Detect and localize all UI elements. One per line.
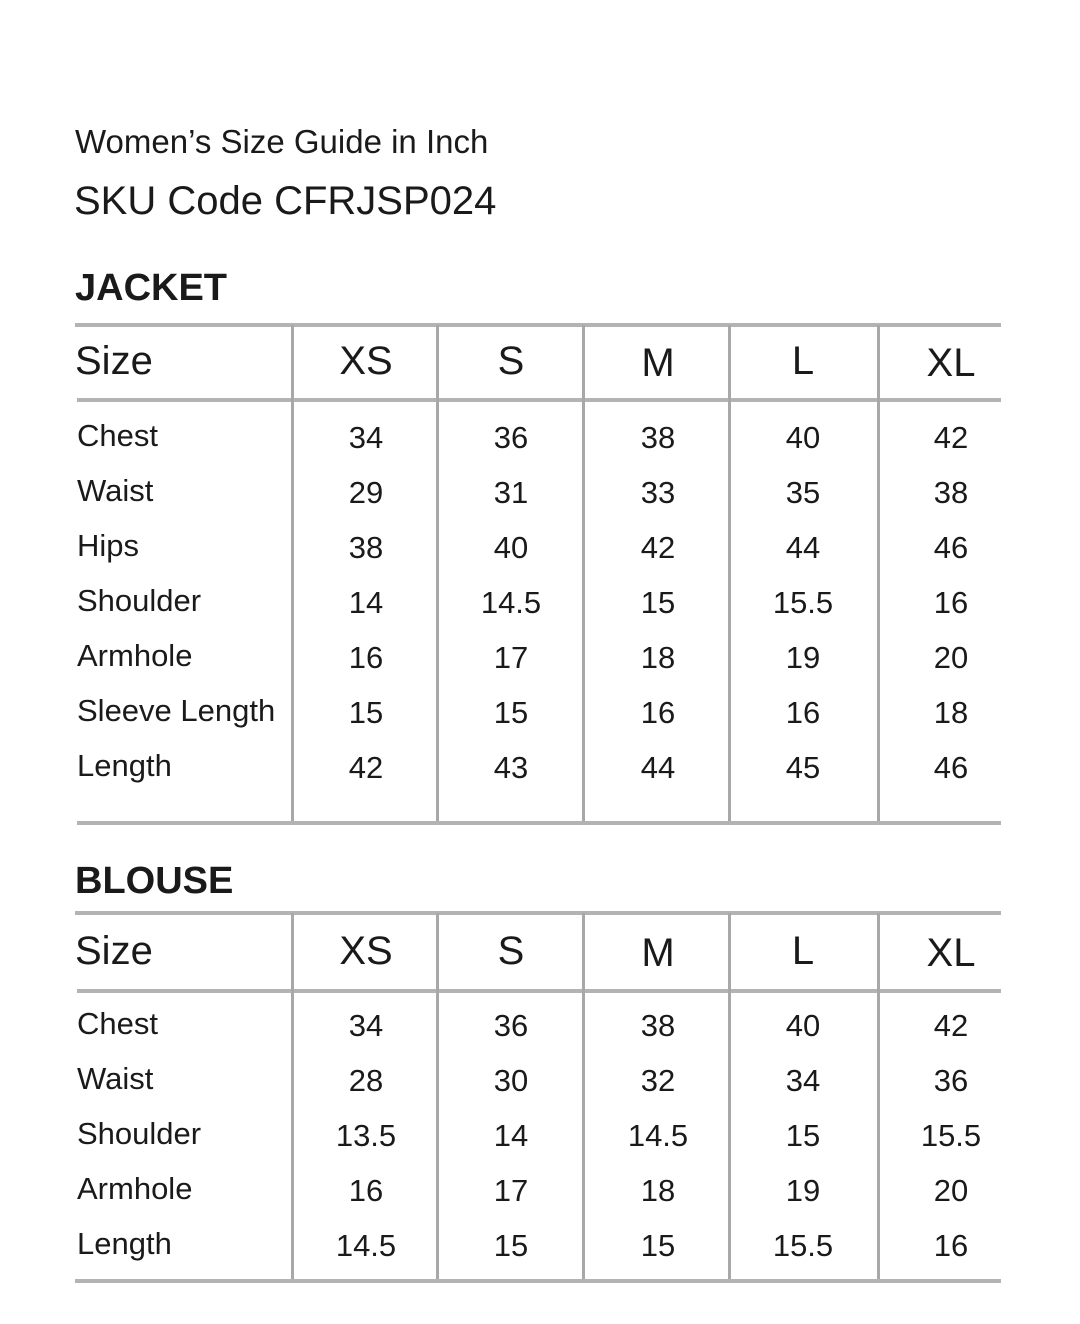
- measurement-value: 14: [348, 585, 384, 620]
- measurement-value: 38: [348, 530, 384, 565]
- measurement-value: 42: [933, 420, 969, 455]
- measurement-value: 15: [640, 1228, 676, 1263]
- measurement-value: 42: [640, 530, 676, 565]
- measurement-value: 15.5: [772, 585, 834, 620]
- measurement-value: 38: [933, 475, 969, 510]
- measurement-value: 16: [348, 1173, 384, 1208]
- table-bottom-rule: [75, 1279, 1001, 1283]
- measurement-value: 15: [785, 1118, 821, 1153]
- measurement-value: 45: [785, 750, 821, 785]
- measurement-value: 13.5: [335, 1118, 397, 1153]
- measurement-label: Length: [77, 1226, 172, 1261]
- measurement-label: Shoulder: [77, 1116, 202, 1151]
- jacket-size-table: [75, 323, 1001, 825]
- measurement-label: Waist: [77, 1061, 154, 1096]
- table-header-rule: [77, 398, 1001, 402]
- size-column-header: S: [497, 339, 525, 383]
- measurement-value: 46: [933, 530, 969, 565]
- measurement-value: 33: [640, 475, 676, 510]
- measurement-value: 15.5: [772, 1228, 834, 1263]
- measurement-value: 16: [348, 640, 384, 675]
- sku-code: SKU Code CFRJSP024: [74, 179, 497, 223]
- measurement-value: 18: [640, 1173, 676, 1208]
- measurement-value: 36: [933, 1063, 969, 1098]
- measurement-value: 40: [785, 420, 821, 455]
- measurement-value: 16: [933, 1228, 969, 1263]
- size-column-header: M: [641, 931, 675, 975]
- measurement-value: 34: [785, 1063, 821, 1098]
- column-divider: [728, 325, 731, 821]
- measurement-value: 15: [640, 585, 676, 620]
- size-column-header: XS: [339, 339, 393, 383]
- size-column-header: L: [791, 929, 815, 973]
- measurement-value: 32: [640, 1063, 676, 1098]
- measurement-value: 44: [785, 530, 821, 565]
- measurement-value: 34: [348, 1008, 384, 1043]
- measurement-value: 14.5: [627, 1118, 689, 1153]
- measurement-value: 43: [493, 750, 529, 785]
- column-divider: [436, 325, 439, 821]
- measurement-value: 31: [493, 475, 529, 510]
- jacket-section-title: JACKET: [75, 267, 228, 309]
- measurement-value: 15: [493, 695, 529, 730]
- measurement-value: 42: [348, 750, 384, 785]
- measurement-value: 46: [933, 750, 969, 785]
- size-header-label: Size: [75, 339, 153, 383]
- measurement-value: 30: [493, 1063, 529, 1098]
- measurement-value: 14.5: [480, 585, 542, 620]
- table-top-rule: [75, 911, 1001, 915]
- size-header-label: Size: [75, 929, 153, 973]
- measurement-value: 38: [640, 420, 676, 455]
- measurement-value: 18: [933, 695, 969, 730]
- measurement-value: 29: [348, 475, 384, 510]
- measurement-value: 17: [493, 640, 529, 675]
- column-divider: [582, 325, 585, 821]
- measurement-value: 35: [785, 475, 821, 510]
- measurement-value: 16: [640, 695, 676, 730]
- measurement-value: 15: [493, 1228, 529, 1263]
- blouse-size-table: [75, 911, 1001, 1283]
- size-column-header: L: [791, 339, 815, 383]
- table-header-rule: [77, 989, 1001, 993]
- measurement-value: 17: [493, 1173, 529, 1208]
- column-divider: [877, 325, 880, 821]
- measurement-label: Hips: [77, 528, 140, 563]
- measurement-value: 28: [348, 1063, 384, 1098]
- column-divider: [291, 325, 294, 821]
- measurement-label: Waist: [77, 473, 154, 508]
- measurement-label: Shoulder: [77, 583, 202, 618]
- table-top-rule: [75, 323, 1001, 327]
- measurement-value: 40: [493, 530, 529, 565]
- measurement-value: 14: [493, 1118, 529, 1153]
- size-column-header: XL: [926, 341, 976, 385]
- measurement-value: 19: [785, 1173, 821, 1208]
- measurement-label: Length: [77, 748, 172, 783]
- measurement-value: 14.5: [335, 1228, 397, 1263]
- blouse-section-title: BLOUSE: [75, 860, 234, 902]
- measurement-value: 44: [640, 750, 676, 785]
- measurement-label: Sleeve Length: [77, 693, 276, 728]
- measurement-value: 42: [933, 1008, 969, 1043]
- measurement-value: 20: [933, 1173, 969, 1208]
- table-bottom-rule: [77, 821, 1001, 825]
- measurement-label: Chest: [77, 1006, 158, 1041]
- measurement-value: 16: [933, 585, 969, 620]
- size-column-header: XL: [926, 931, 976, 975]
- measurement-label: Armhole: [77, 638, 193, 673]
- measurement-value: 16: [785, 695, 821, 730]
- measurement-value: 19: [785, 640, 821, 675]
- measurement-label: Armhole: [77, 1171, 193, 1206]
- measurement-value: 15.5: [920, 1118, 982, 1153]
- measurement-value: 15: [348, 695, 384, 730]
- measurement-value: 38: [640, 1008, 676, 1043]
- measurement-value: 34: [348, 420, 384, 455]
- size-column-header: S: [497, 929, 525, 973]
- measurement-value: 18: [640, 640, 676, 675]
- measurement-value: 36: [493, 420, 529, 455]
- measurement-value: 20: [933, 640, 969, 675]
- measurement-label: Chest: [77, 418, 158, 453]
- size-guide-subtitle: Women’s Size Guide in Inch: [75, 123, 489, 160]
- measurement-value: 36: [493, 1008, 529, 1043]
- measurement-value: 40: [785, 1008, 821, 1043]
- size-column-header: M: [641, 341, 675, 385]
- size-column-header: XS: [339, 929, 393, 973]
